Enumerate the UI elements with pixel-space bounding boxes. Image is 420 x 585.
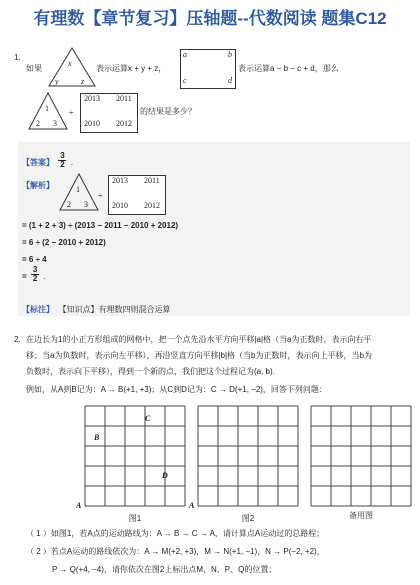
analysis-line-3: = 6 ÷ 4 [22,255,47,264]
answer-period: . [70,158,74,167]
analysis-tag: 【解析】 [22,181,54,190]
analysis-fraction [31,266,39,283]
analysis-numerator: 3 [32,265,38,275]
grid1-caption: 图1 [128,514,142,523]
box1-c-label: c [183,76,187,85]
analysis-tri-left: 2 [67,200,71,209]
answer-numerator: 3 [60,151,65,161]
answer-fraction [58,152,66,169]
tri2-right-value: 3 [53,119,57,128]
answer-denominator: 2 [60,160,65,170]
q2-sub-question-2b: P → Q(+4, −4)，请你依次在图2上标出点M、N、P、Q的位置； [52,565,277,574]
analysis-divide-sign: ÷ [98,191,103,200]
analysis-line-4 [22,266,46,284]
analysis-denominator: 2 [32,274,38,284]
analysis-tri-right: 3 [84,200,88,209]
note-tag: 【标注】 [22,305,54,314]
divide-sign: ÷ [69,108,74,117]
grid-figure-2 [197,405,299,507]
q2-sub-question-1: （ 1 ）如图1，若A点的运动路线为：A → B → C → A，请计算点A运动过的总路程； [26,529,325,538]
grid-figure-1 [84,405,186,507]
grid1-point-b: B [94,433,100,442]
q2-sub-question-2a: （ 2 ）若点A运动的路线依次为：A → M(+2, +3)，M → N(+1, −1)，N → P(−2, +2)， [26,547,325,556]
tri2-left-value: 2 [36,119,40,128]
spare-grid-caption: 备用图 [349,511,373,520]
tri2-top-value: 1 [45,104,49,113]
box1-description: 表示运算a − b − c + d，那么 [238,64,339,73]
q2-line-4: 例如，从A到B记为：A → B(+1, +3)；从C到D记为：C → D(+1, −2)，回答下列问题： [26,385,327,394]
page-title: 有理数【章节复习】压轴题--代数阅读 题集C12 [33,9,387,28]
box2-top-left: 2013 [84,94,100,103]
box2-top-right: 2011 [116,94,132,103]
note-panel [18,294,410,316]
q2-line-3: 负数时，表示向下平移），得到一个新的点，我们把这个过程记为(a, b). [26,367,275,376]
tri1-z-label: z [81,77,85,86]
question2-number: 2. [14,335,21,344]
box1-a-label: a [183,50,187,59]
grid1-point-d: D [162,471,168,480]
box1-d-label: d [228,76,232,85]
analysis-line4-equals: = [22,272,27,281]
grid1-point-c: C [145,414,151,423]
answer-tag: 【答案】 [22,158,54,167]
note-text: 【知识点】有理数四则混合运算 [58,305,171,314]
question-text: 的结果是多少？ [140,107,196,116]
if-label: 如果 [26,64,42,73]
box2-bottom-left: 2010 [84,119,100,128]
tri1-y-label: y [55,77,59,86]
analysis-box-bl: 2010 [112,201,128,210]
analysis-period: . [43,272,46,281]
analysis-box-tl: 2013 [112,176,128,185]
box1-b-label: b [228,50,232,59]
tri1-x-label: x [68,59,72,68]
grid2-caption: 图2 [241,514,255,523]
grid1-point-a: A [76,501,82,510]
analysis-line-2: = 6 ÷ (2 − 2010 + 2012) [22,238,106,247]
analysis-line-1: = (1 + 2 + 3) ÷ (2013 − 2011 − 2010 + 2012) [22,221,179,230]
grid-figure-spare [310,405,412,507]
analysis-tri-top: 1 [76,185,80,194]
analysis-box-tr: 2011 [144,176,160,185]
box2-bottom-right: 2012 [116,119,132,128]
question-number: 1. [14,53,21,62]
q2-line-2: 移；当a为负数时，表示向左平移），再沿竖直方向平移|b|格（当b为正数时，表示向上平移，当b为 [26,351,372,360]
grid2-point-a: A [189,501,195,510]
tri1-description: 表示运算x + y + z， [96,64,167,73]
q2-line-1: 在边长为1的小正方形组成的网格中，把一个点先沿水平方向平移|a|格（当a为正数时，表示向右平 [26,335,372,344]
analysis-box-br: 2012 [144,201,160,210]
